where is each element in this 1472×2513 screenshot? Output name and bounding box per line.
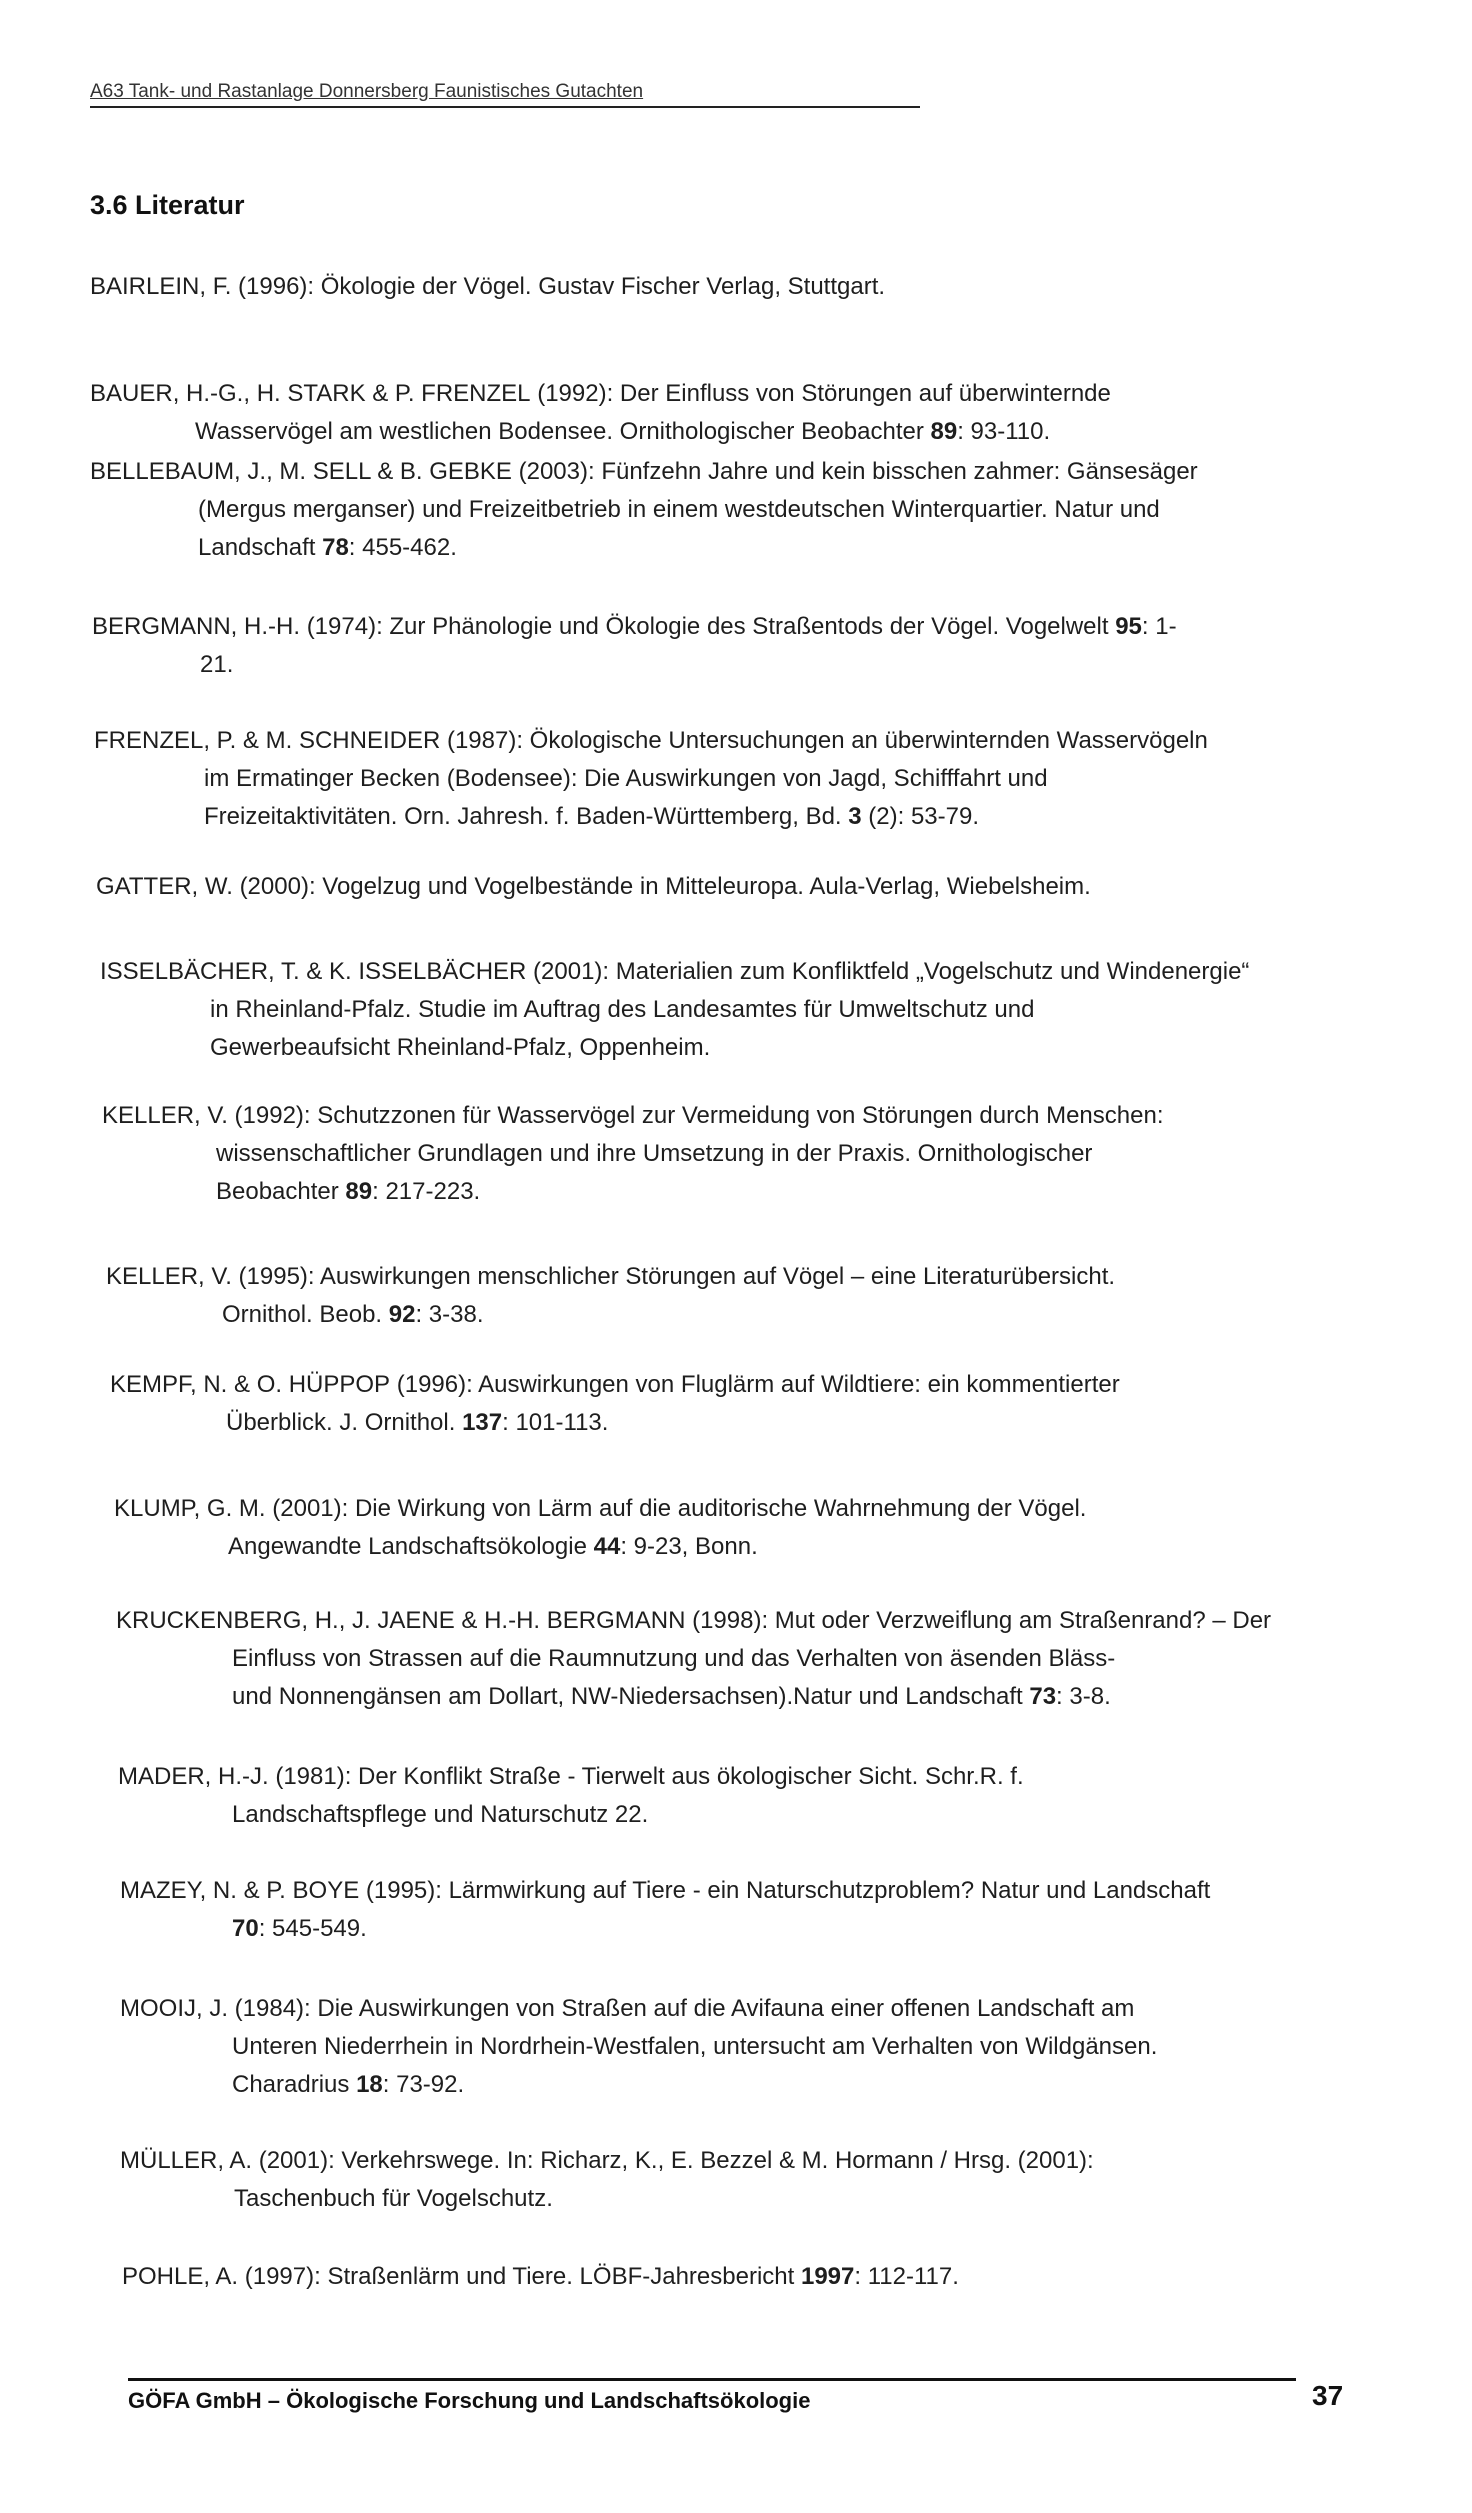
reference-entry: [102, 1097, 1164, 1211]
reference-entry: [120, 1990, 1157, 2104]
reference-text: (1997): Straßenlärm und Tiere. LÖBF-Jahresbericht 1997: 112-117.: [244, 2263, 959, 2290]
reference-entry: [122, 2258, 959, 2296]
reference-text: (1996): Ökologie der Vögel. Gustav Fischer Verlag, Stuttgart.: [238, 273, 886, 300]
reference-text: Überblick. J. Ornithol. 137: 101-113.: [226, 1409, 609, 1436]
reference-text: Freizeitaktivitäten. Orn. Jahresh. f. Baden-Württemberg, Bd. 3 (2): 53-79.: [204, 803, 980, 830]
reference-text: (1995): Lärmwirkung auf Tiere - ein Naturschutzproblem? Natur und Landschaft: [365, 1877, 1211, 1904]
footer-text: GÖFA GmbH – Ökologische Forschung und Landschaftsökologie: [128, 2388, 811, 2413]
reference-entry: [120, 2142, 1094, 2218]
reference-text: Ornithol. Beob. 92: 3-38.: [222, 1301, 484, 1328]
section-title: 3.6 Literatur: [90, 190, 245, 220]
reference-author: KEMPF, N. & O. HÜPPOP: [110, 1371, 391, 1398]
reference-text: (2000): Vogelzug und Vogelbestände in Mitteleuropa. Aula-Verlag, Wiebelsheim.: [239, 873, 1091, 900]
reference-entry: [118, 1758, 1024, 1834]
reference-entry: [96, 868, 1091, 906]
reference-author: BAUER, H.-G., H. STARK & P. FRENZEL: [90, 380, 531, 407]
reference-entry: [90, 453, 1198, 567]
reference-text: Charadrius 18: 73-92.: [232, 2071, 465, 2098]
reference-author: MÜLLER, A.: [120, 2147, 253, 2174]
footer-rule: [128, 2378, 1296, 2381]
reference-text: Angewandte Landschaftsökologie 44: 9-23, Bonn.: [228, 1533, 758, 1560]
reference-author: POHLE, A.: [122, 2263, 239, 2290]
reference-text: (1987): Ökologische Untersuchungen an überwinternden Wasservögeln: [446, 727, 1208, 754]
reference-text: Einfluss von Strassen auf die Raumnutzung und das Verhalten von äsenden Bläss-: [232, 1645, 1116, 1672]
reference-author: GATTER, W.: [96, 873, 233, 900]
reference-text: (1995): Auswirkungen menschlicher Störungen auf Vögel – eine Literaturübersicht.: [238, 1263, 1116, 1290]
reference-text: (1992): Der Einfluss von Störungen auf überwinternde: [537, 380, 1111, 407]
reference-text: (2001): Materialien zum Konfliktfeld „Vogelschutz und Windenergie“: [533, 958, 1250, 985]
reference-text: Unteren Niederrhein in Nordrhein-Westfalen, untersucht am Verhalten von Wildgänsen.: [232, 2033, 1158, 2060]
reference-entry: [92, 608, 1177, 684]
reference-author: BAIRLEIN, F.: [90, 273, 232, 300]
reference-entry: [100, 953, 1249, 1067]
reference-author: BERGMANN, H.-H.: [92, 613, 301, 640]
reference-text: und Nonnengänsen am Dollart, NW-Niedersachsen).Natur und Landschaft 73: 3-8.: [232, 1683, 1111, 1710]
reference-text: in Rheinland-Pfalz. Studie im Auftrag des Landesamtes für Umweltschutz und: [210, 996, 1035, 1023]
reference-entry: [116, 1602, 1271, 1716]
reference-entry: [110, 1366, 1120, 1442]
reference-entry: [106, 1258, 1115, 1334]
reference-author: KRUCKENBERG, H., J. JAENE & H.-H. BERGMANN: [116, 1607, 686, 1634]
reference-text: Wasservögel am westlichen Bodensee. Ornithologischer Beobachter 89: 93-110.: [195, 418, 1051, 445]
reference-text: (1974): Zur Phänologie und Ökologie des Straßentods der Vögel. Vogelwelt 95: 1-: [306, 613, 1177, 640]
reference-text: (2001): Die Wirkung von Lärm auf die auditorische Wahrnehmung der Vögel.: [272, 1495, 1087, 1522]
reference-author: MAZEY, N. & P. BOYE: [120, 1877, 360, 1904]
running-header: A63 Tank- und Rastanlage Donnersberg Faunistisches Gutachten: [90, 80, 920, 108]
reference-entry: [120, 1872, 1210, 1948]
reference-entry: [114, 1490, 1086, 1566]
reference-text: (1996): Auswirkungen von Fluglärm auf Wildtiere: ein kommentierter: [396, 1371, 1120, 1398]
reference-text: (1998): Mut oder Verzweiflung am Straßenrand? – Der: [692, 1607, 1272, 1634]
reference-entry: [90, 268, 885, 306]
reference-text: 70: 545-549.: [232, 1915, 367, 1942]
reference-author: MOOIJ, J.: [120, 1995, 228, 2022]
reference-author: KELLER, V.: [106, 1263, 232, 1290]
reference-author: KLUMP, G. M.: [114, 1495, 266, 1522]
reference-author: ISSELBÄCHER, T. & K. ISSELBÄCHER: [100, 958, 527, 985]
reference-text: (Mergus merganser) und Freizeitbetrieb in einem westdeutschen Winterquartier. Natur und: [198, 496, 1160, 523]
reference-text: (2001): Verkehrswege. In: Richarz, K., E. Bezzel & M. Hormann / Hrsg. (2001):: [258, 2147, 1094, 2174]
reference-text: Gewerbeaufsicht Rheinland-Pfalz, Oppenheim.: [210, 1034, 711, 1061]
reference-entry: [94, 722, 1208, 836]
reference-entry: [90, 375, 1111, 451]
reference-text: Landschaftspflege und Naturschutz 22.: [232, 1801, 649, 1828]
reference-author: MADER, H.-J.: [118, 1763, 269, 1790]
reference-text: (1992): Schutzzonen für Wasservögel zur Vermeidung von Störungen durch Menschen:: [234, 1102, 1164, 1129]
reference-text: im Ermatinger Becken (Bodensee): Die Auswirkungen von Jagd, Schifffahrt und: [204, 765, 1048, 792]
reference-text: Landschaft 78: 455-462.: [198, 534, 457, 561]
page-number: 37: [1312, 2380, 1344, 2411]
reference-text: Taschenbuch für Vogelschutz.: [234, 2185, 553, 2212]
reference-author: BELLEBAUM, J., M. SELL & B. GEBKE: [90, 458, 512, 485]
reference-text: Beobachter 89: 217-223.: [216, 1178, 481, 1205]
reference-text: (2003): Fünfzehn Jahre und kein bisschen zahmer: Gänsesäger: [518, 458, 1198, 485]
reference-author: FRENZEL, P. & M. SCHNEIDER: [94, 727, 441, 754]
reference-text: (1981): Der Konflikt Straße - Tierwelt aus ökologischer Sicht. Schr.R. f.: [275, 1763, 1024, 1790]
reference-author: KELLER, V.: [102, 1102, 228, 1129]
reference-text: 21.: [200, 651, 234, 678]
reference-text: wissenschaftlicher Grundlagen und ihre Umsetzung in der Praxis. Ornithologischer: [216, 1140, 1093, 1167]
reference-text: (1984): Die Auswirkungen von Straßen auf die Avifauna einer offenen Landschaft am: [234, 1995, 1135, 2022]
